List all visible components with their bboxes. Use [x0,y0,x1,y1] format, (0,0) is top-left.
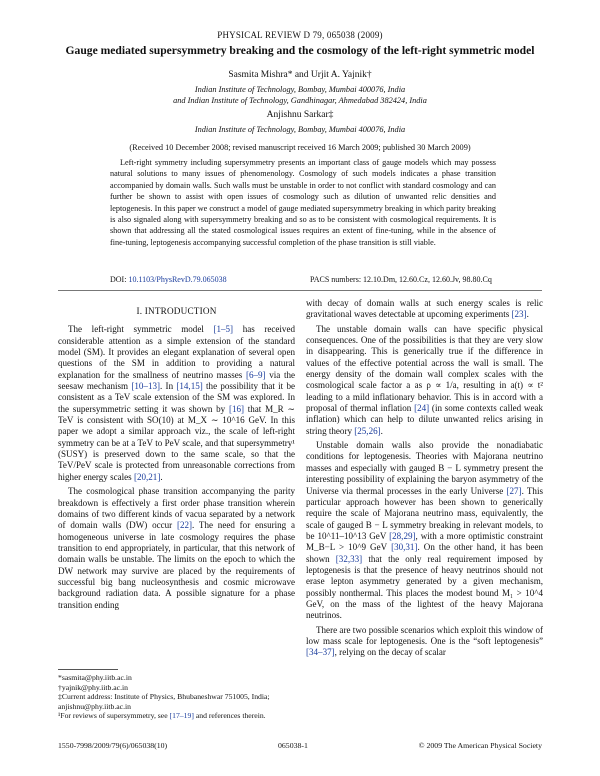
footnote-reviews: ¹For reviews of supersymmetry, see [17–19] and references therein. [58,711,266,720]
footer-copyright: © 2009 The American Physical Society [418,741,542,750]
paragraph: There are two possible scenarios which exploit this window of low mass scale for leptogenesis. One is the “soft leptogenesis” [34–37], relying on the decay of scalar [306,624,543,658]
journal-header: PHYSICAL REVIEW D 79, 065038 (2009) [217,30,383,40]
affiliation-1a: Indian Institute of Technology, Bombay, Mumbai 400076, India [194,85,406,94]
citation-link[interactable]: [23] [511,309,527,320]
authors-first: Sasmita Mishra* and Urjit A. Yajnik† [228,70,372,80]
received-dates: (Received 10 December 2008; revised manuscript received 16 March 2009; published 30 March 2009) [129,143,471,152]
footer-issn: 1550-7998/2009/79(6)/065038(10) [58,741,168,750]
citation-link[interactable]: [30,31] [391,542,418,553]
footnote-divider [58,669,118,670]
affiliation-2: Indian Institute of Technology, Bombay, Mumbai 400076, India [194,125,406,134]
left-column [58,298,295,611]
citation-link[interactable]: [32,33] [335,553,363,564]
citation-link[interactable]: [24] [414,403,430,414]
paragraph: The left-right symmetric model [1–5] has received considerable attention as a simple extension of the standard model (SM). It provides an elegant explanation of several open questions of the SM in addition to providing a natural explanation for the smallness of neutrino masses [6–9] via the seesaw mechanism [10–13]. In [14,15] the possibility that it be consistent as a TeV scale extension of the SM was explored. In the supersymmetric setting it was shown by [16] that M_R ∼ TeV is consistent with SO(10) at M_X ∼ 10^16 GeV. In this paper we adopt a similar approach viz., the scale of left-right symmetry can be at a TeV to PeV scale, and that supersymmetry¹ (SUSY) is preserved down to the same scale, so that the TeV/PeV scale is protected from unreasonable corrections from higher energy scales [20,21]. [58,324,295,482]
doi-label: DOI: [110,275,127,284]
citation-link[interactable]: [1–5] [213,324,234,335]
paragraph: The unstable domain walls can have specific physical consequences. One of the possibilities is that they are very slow in disappearing. This is generically true if the difference in values of the effective potential across the wall is small. The energy density of the domain wall complex scales with the cosmological scale factor a as ρ ∝ 1/a, resulting in a(t) ∝ t² leading to a mild inflationary behavior. This is in accord with a proposal of thermal inflation [24] (in some contexts called weak inflation) which can help to dilute unwanted relics arising in string theory [25,26]. [306,323,543,436]
citation-link[interactable]: [25,26] [354,425,381,436]
citation-link[interactable]: [17–19] [169,711,194,720]
abstract: Left-right symmetry including supersymmetry presents an important class of gauge models which may possess natural solutions to many issues of phenomenology. Cosmology of such models indicates a phase transition accompanied by domain walls. Such walls must be unstable in order to not conflict with standard cosmology and can further be shown to assist with open issues of cosmology such as dilution of unwanted relic densities and leptogenesis. In this paper we construct a model of gauge mediated supersymmetry breaking in which parity breaking is also signaled along with supersymmetry breaking and so as to be consistent with cosmological requirements. It is shown that addressing all the stated cosmological issues requires an extent of fine-tuning, while in the absence of fine-tuning, leptogenesis accompanying successful completion of the phase transition is still viable. [110,158,496,247]
citation-link[interactable]: [20,21] [133,471,161,482]
citation-link[interactable]: [14,15] [176,381,203,392]
header-divider [58,290,542,291]
affiliation-1b: and Indian Institute of Technology, Gandhinagar, Ahmedabad 382424, India [173,96,427,105]
footnotes [58,669,295,721]
paragraph: The cosmological phase transition accompanying the parity breakdown is effectively a first order phase transition wherein domains of two different kinds of vacua separated by a network of domain walls (DW) occur [22]. The need for ensuring a homogeneous universe in late cosmology requires the phase transition to end appropriately, in particular, that this network of domain walls be unstable. The limits on the epoch to which the DW network may survive are placed by the requirements of successful big bang nucleosynthesis and cosmic microwave background radiation data. A possible signature for a phase transition ending [58,486,295,610]
footnote-email-2[interactable]: †yajnik@phy.iitb.ac.in [58,682,128,692]
footnote-address: ‡Current address: Institute of Physics, Bhubaneshwar 751005, India; anjishnu@phy.iitb.ac.in [58,692,270,711]
pacs-numbers: PACS numbers: 12.10.Dm, 12.60.Cz, 12.60.Jv, 98.80.Cq [310,275,492,284]
paper-title: Gauge mediated supersymmetry breaking and the cosmology of the left-right symmetric model [65,44,535,57]
citation-link[interactable]: [10–13] [131,381,161,392]
citation-link[interactable]: [27] [506,485,522,496]
citation-link[interactable]: [28,29] [389,530,416,541]
right-column [306,298,543,659]
paragraph: Unstable domain walls also provide the nonadiabatic conditions for leptogenesis. Theories with Majorana neutrino masses and especially with gauged B − L symmetry present the interesting possibility of explaining the baryon asymmetry of the Universe via thermal processes in the early Universe [27]. This particular approach however has been shown to generically require the scale of Majorana neutrino mass, equivalently, the scale of gauged B − L symmetry breaking in relevant models, to be 10^11–10^13 GeV [28,29], with a more optimistic constraint M_B−L > 10^9 GeV [30,31]. On the other hand, it has been shown [32,33] that the only real requirement imposed by leptogenesis is that the presence of heavy neutrinos should not erase lepton asymmetry generated by a given mechanism, possibly nonthermal. This places the modest bound M₁ > 10^4 GeV, on the mass of the lightest of the heavy Majorana neutrinos. [306,440,543,621]
citation-link[interactable]: [6–9] [245,369,266,380]
citation-link[interactable]: [16] [228,403,245,414]
section-heading: I. INTRODUCTION [136,306,217,316]
paragraph: with decay of domain walls at such energy scales is relic gravitational waves detectable at upcoming experiments [23]. [306,298,543,320]
doi-link[interactable]: 10.1103/PhysRevD.79.065038 [128,275,227,284]
doi [110,275,227,284]
citation-link[interactable]: [22] [176,520,193,531]
footer-page-number: 065038-1 [278,741,308,750]
citation-link[interactable]: [34–37] [306,647,335,658]
footnote-email-1[interactable]: *sasmita@phy.iitb.ac.in [58,673,132,682]
authors-second: Anjishnu Sarkar‡ [266,110,334,120]
